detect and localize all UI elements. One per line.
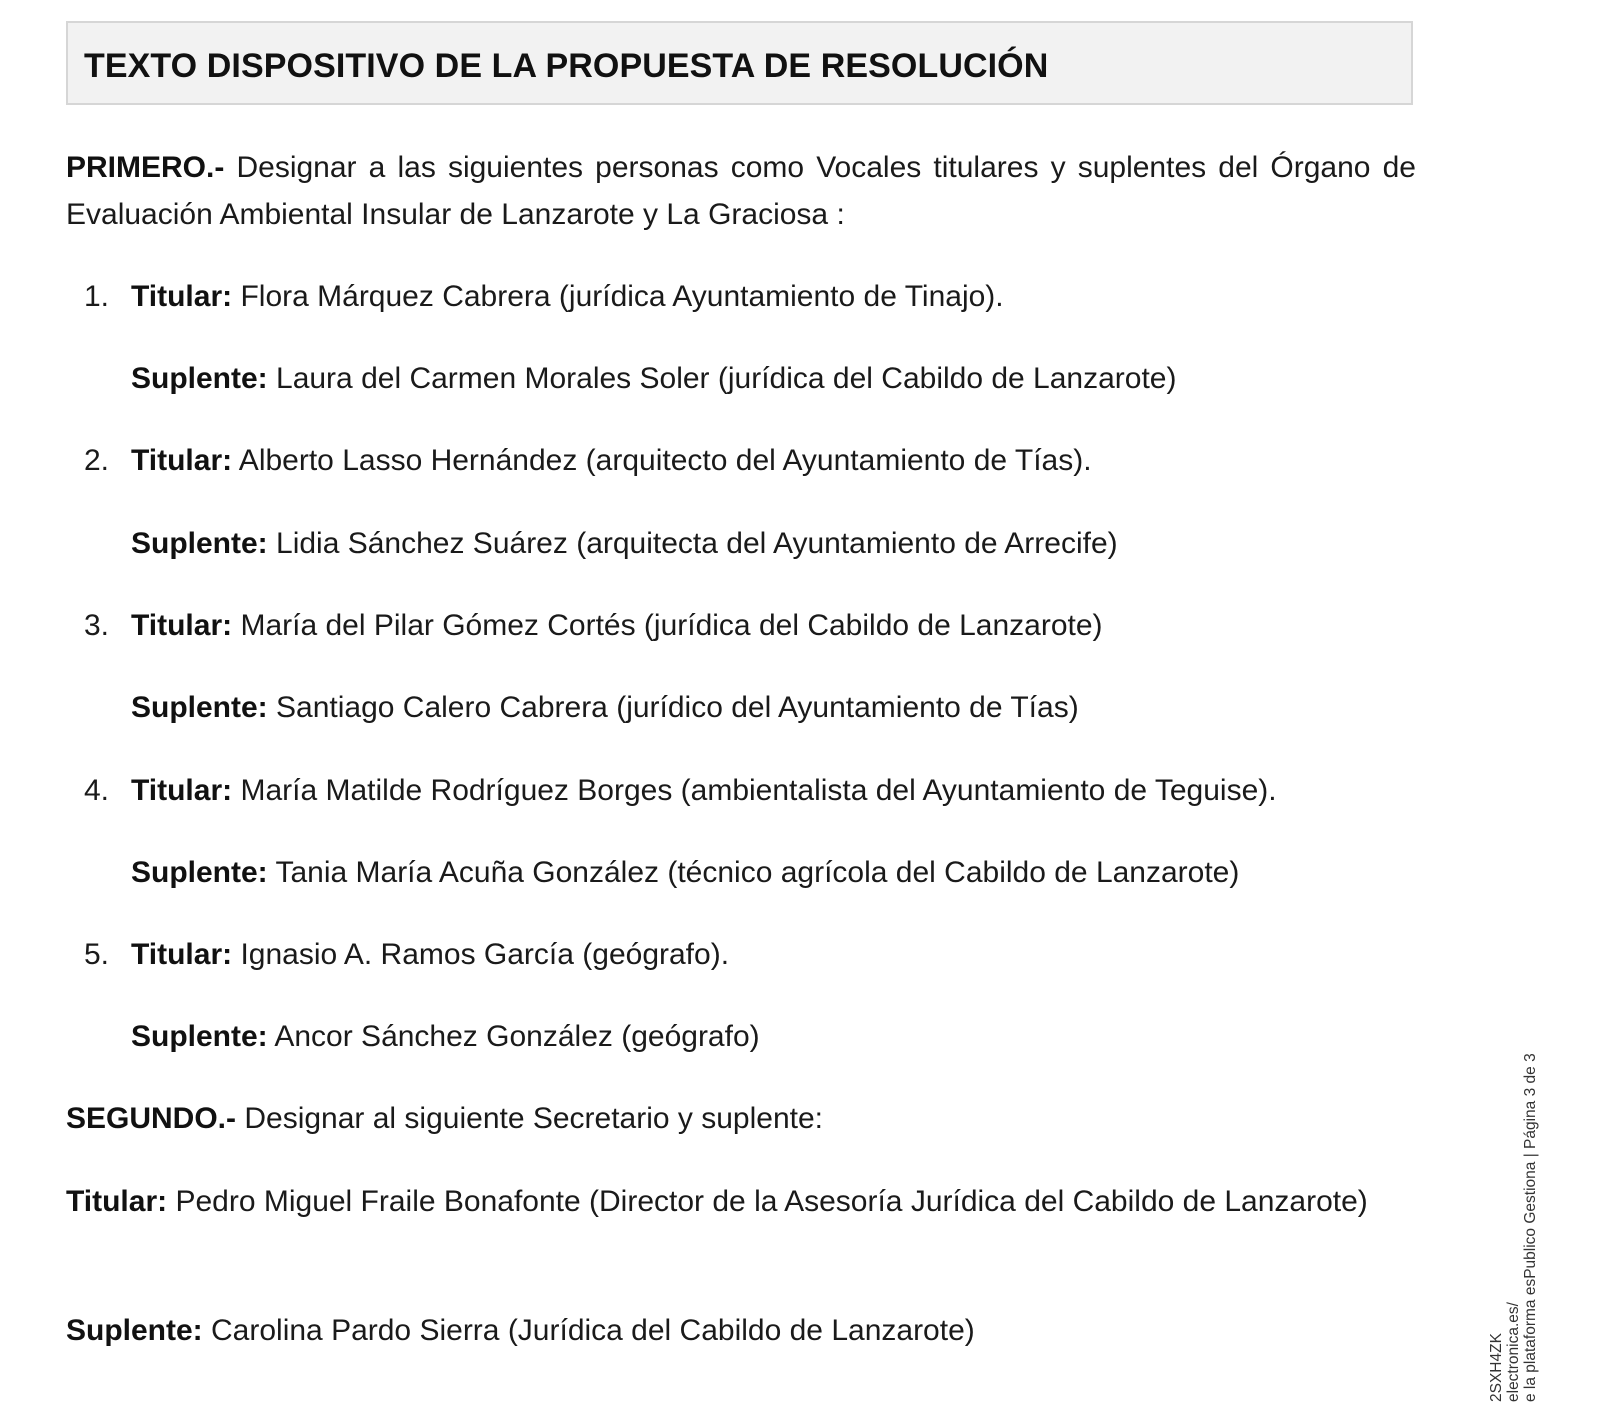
member-number: 3.	[84, 609, 110, 642]
suplente-text: Santiago Calero Cabrera (jurídico del Ayuntamiento de Tías)	[267, 691, 1079, 724]
titular-label: Titular:	[131, 280, 233, 313]
member-suplente	[131, 361, 1176, 397]
member-number: 2.	[84, 444, 110, 477]
titular-label: Titular:	[131, 444, 233, 477]
primero-text: Designar a las siguientes personas como Vocales titulares y suplentes del Órgano de Evaluación Ambiental Insular de Lanzarote y La Graciosa :	[66, 151, 1416, 231]
secretario-titular	[66, 1178, 1416, 1225]
titular-text: María Matilde Rodríguez Borges (ambientalista del Ayuntamiento de Teguise).	[232, 774, 1277, 807]
suplente-label: Suplente:	[131, 1020, 268, 1053]
suplente-text: Tania María Acuña González (técnico agrícola del Cabildo de Lanzarote)	[267, 856, 1240, 889]
member-suplente	[131, 690, 1079, 726]
member-suplente	[131, 855, 1239, 891]
margin-note-line-3: e la plataforma esPublico Gestiona | Página 3 de 3	[1522, 1053, 1539, 1402]
secretario-suplente	[66, 1313, 975, 1349]
segundo-paragraph	[66, 1101, 823, 1137]
member-titular	[131, 443, 1092, 479]
margin-note-line-2: electronica.es/	[1505, 1302, 1522, 1402]
titular-text: Pedro Miguel Fraile Bonafonte (Director de la Asesoría Jurídica del Cabildo de Lanzarote)	[167, 1185, 1368, 1218]
margin-note-line-1: 2SXH4ZK	[1488, 1333, 1505, 1402]
suplente-text: Lidia Sánchez Suárez (arquitecta del Ayuntamiento de Arrecife)	[267, 527, 1118, 560]
member-suplente	[131, 1019, 760, 1055]
member-number: 5.	[84, 938, 110, 971]
suplente-label: Suplente:	[131, 691, 268, 724]
primero-paragraph	[66, 144, 1416, 238]
member-titular	[131, 279, 1004, 315]
primero-label: PRIMERO.-	[66, 151, 225, 184]
member-titular	[131, 773, 1277, 809]
suplente-label: Suplente:	[131, 362, 268, 395]
member-titular	[131, 937, 729, 973]
titular-label: Titular:	[66, 1185, 168, 1218]
titular-text: Ignasio A. Ramos García (geógrafo).	[232, 938, 730, 971]
segundo-label: SEGUNDO.-	[66, 1102, 237, 1135]
member-suplente	[131, 526, 1118, 562]
suplente-text: Ancor Sánchez González (geógrafo)	[267, 1020, 760, 1053]
titular-text: Alberto Lasso Hernández (arquitecto del Ayuntamiento de Tías).	[232, 444, 1092, 477]
titular-text: Flora Márquez Cabrera (jurídica Ayuntamiento de Tinajo).	[232, 280, 1004, 313]
titular-label: Titular:	[131, 938, 233, 971]
segundo-text: Designar al siguiente Secretario y suplente:	[236, 1102, 824, 1135]
suplente-label: Suplente:	[66, 1314, 203, 1347]
member-number: 1.	[84, 280, 110, 313]
vertical-margin-note	[1488, 1053, 1539, 1402]
suplente-text: Laura del Carmen Morales Soler (jurídica del Cabildo de Lanzarote)	[267, 362, 1177, 395]
titular-text: María del Pilar Gómez Cortés (jurídica del Cabildo de Lanzarote)	[232, 609, 1103, 642]
titular-label: Titular:	[131, 774, 233, 807]
suplente-label: Suplente:	[131, 856, 268, 889]
section-title-box	[66, 21, 1413, 105]
titular-label: Titular:	[131, 609, 233, 642]
suplente-label: Suplente:	[131, 527, 268, 560]
suplente-text: Carolina Pardo Sierra (Jurídica del Cabildo de Lanzarote)	[202, 1314, 975, 1347]
member-titular	[131, 608, 1103, 644]
section-title: TEXTO DISPOSITIVO DE LA PROPUESTA DE RESOLUCIÓN	[84, 47, 1049, 85]
member-number: 4.	[84, 774, 110, 807]
